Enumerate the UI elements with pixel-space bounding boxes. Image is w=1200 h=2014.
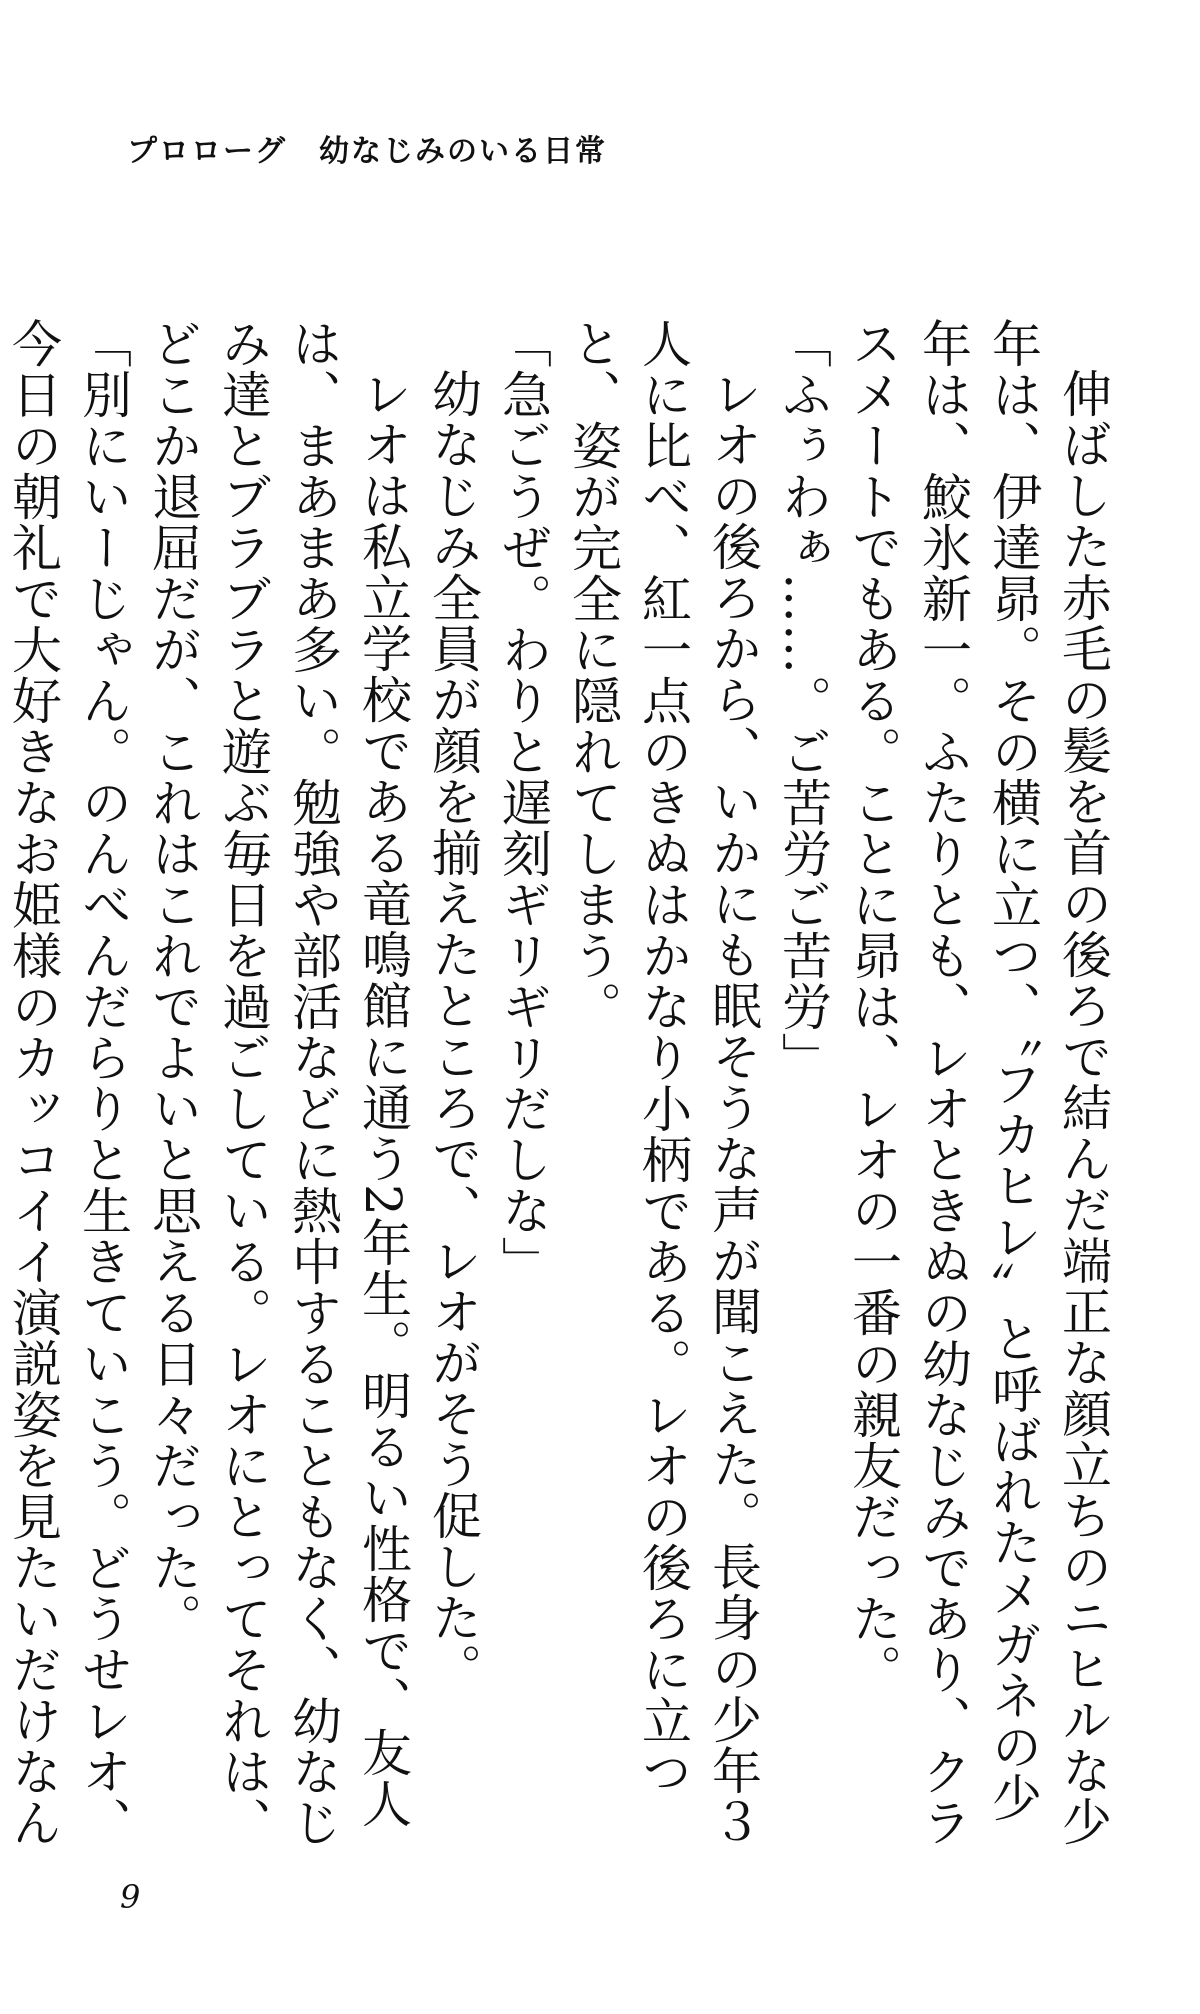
paragraph: レオの後ろから、いかにも眠そうな声が聞こえた。長身の少年３人に比べ、紅一点のきぬはかなり小柄である。レオの後ろに立つと、姿が完全に隠れてしまう。 — [564, 318, 762, 1847]
paragraph: 幼なじみ全員が顔を揃えたところで、レオがそう促した。 — [424, 368, 482, 1694]
page-number: 9 — [120, 1878, 141, 1916]
paragraph: 「別にいーじゃん。のんべんだらりと生きていこう。どうせレオ、今日の朝礼で大好きなお姫様のカッコイイ演説姿を見たいだけなん — [4, 318, 132, 1848]
paragraph: 「ふぅわぁ……。ご苦労ご苦労」 — [774, 318, 832, 1083]
paragraph: 伸ばした赤毛の髪を首の後ろで結んだ端正な顔立ちのニヒルな少年は、伊達昴。その横に立つ、〝フカヒレ〟と呼ばれたメガネの少年は、鮫氷新一。ふたりとも、レオときぬの幼なじみであり、クラスメートでもある。ことに昴は、レオの一番の親友だった。 — [844, 318, 1112, 1848]
paragraph: レオは私立学校である竜鳴館に通う2年生。明るい性格で、友人は、まあまあ多い。勉強や部活などに熱中することもなく、幼なじみ達とブラブラと遊ぶ毎日を過ごしている。レオにとってそれは、どこか退屈だが、これはこれでよいと思える日々だった。 — [144, 318, 412, 1848]
paragraph: 「急ごうぜ。わりと遅刻ギリギリだしな」 — [494, 318, 552, 1287]
body-text — [4, 318, 1118, 1848]
running-head: プロローグ 幼なじみのいる日常 — [127, 134, 607, 169]
